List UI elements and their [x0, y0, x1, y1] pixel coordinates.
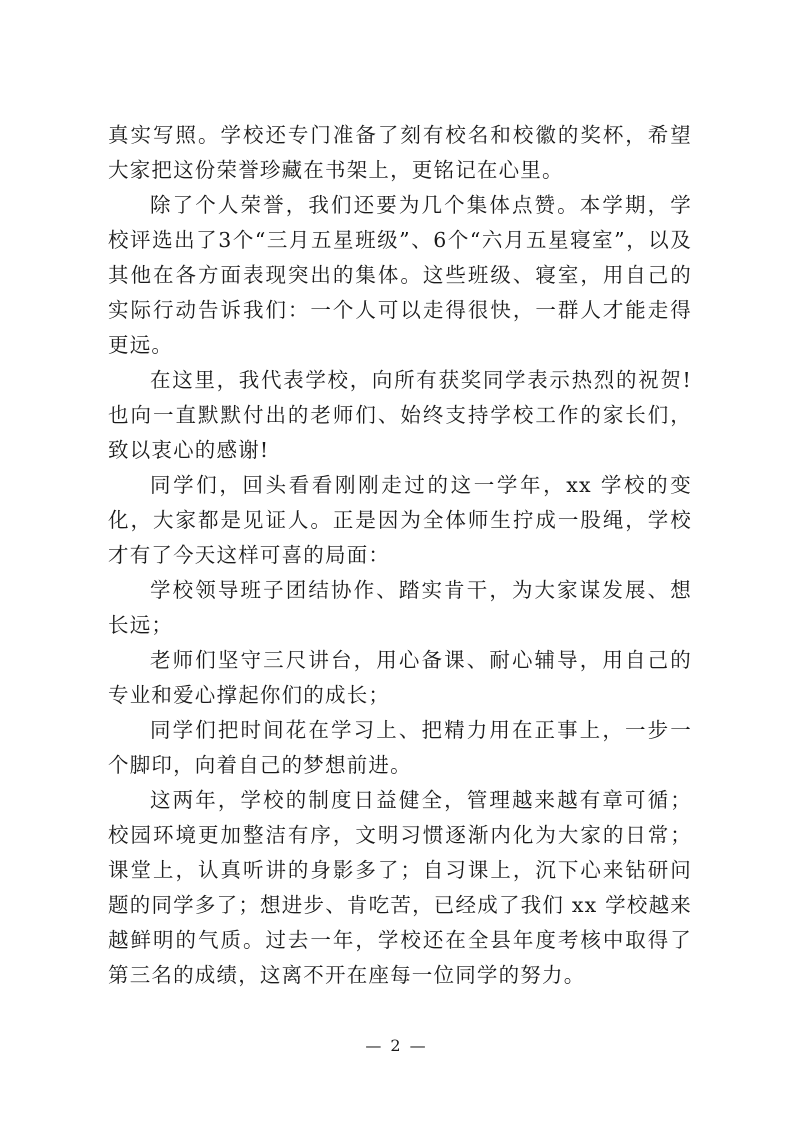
- page-number: — 2 —: [365, 1036, 428, 1055]
- paragraph: 在这里，我代表学校，向所有获奖同学表示热烈的祝贺!也向一直默默付出的老师们、始终支持学校工作的家长们，致以衷心的感谢!: [108, 368, 692, 462]
- document-body: [108, 118, 692, 993]
- paragraph: 同学们，回头看看刚刚走过的这一学年，xx 学校的变化，大家都是见证人。正是因为全体师生拧成一股绳，学校才有了今天这样可喜的局面：: [108, 473, 692, 567]
- paragraph: 学校领导班子团结协作、踏实肯干，为大家谋发展、想长远；: [108, 578, 692, 637]
- paragraph: 老师们坚守三尺讲台，用心备课、耐心辅导，用自己的专业和爱心撑起你们的成长；: [108, 648, 692, 707]
- paragraph: 这两年，学校的制度日益健全，管理越来越有章可循；校园环境更加整洁有序，文明习惯逐渐内化为大家的日常；课堂上，认真听讲的身影多了；自习课上，沉下心来钻研问题的同学多了；想进步、肯吃苦，已经成了我们 xx 学校越来越鲜明的气质。过去一年，学校还在全县年度考核中取得了第三名的成绩，这离不开在座每一位同学的努力。: [108, 788, 692, 987]
- paragraph: 同学们把时间花在学习上、把精力用在正事上，一步一个脚印，向着自己的梦想前进。: [108, 718, 692, 777]
- paragraph: 真实写照。学校还专门准备了刻有校名和校徽的奖杯，希望大家把这份荣誉珍藏在书架上，更铭记在心里。: [108, 123, 692, 182]
- paragraph: 除了个人荣誉，我们还要为几个集体点赞。本学期，学校评选出了3个“三月五星班级”、6个“六月五星寝室”，以及其他在各方面表现突出的集体。这些班级、寝室，用自己的实际行动告诉我们：一个人可以走得很快，一群人才能走得更远。: [108, 193, 692, 357]
